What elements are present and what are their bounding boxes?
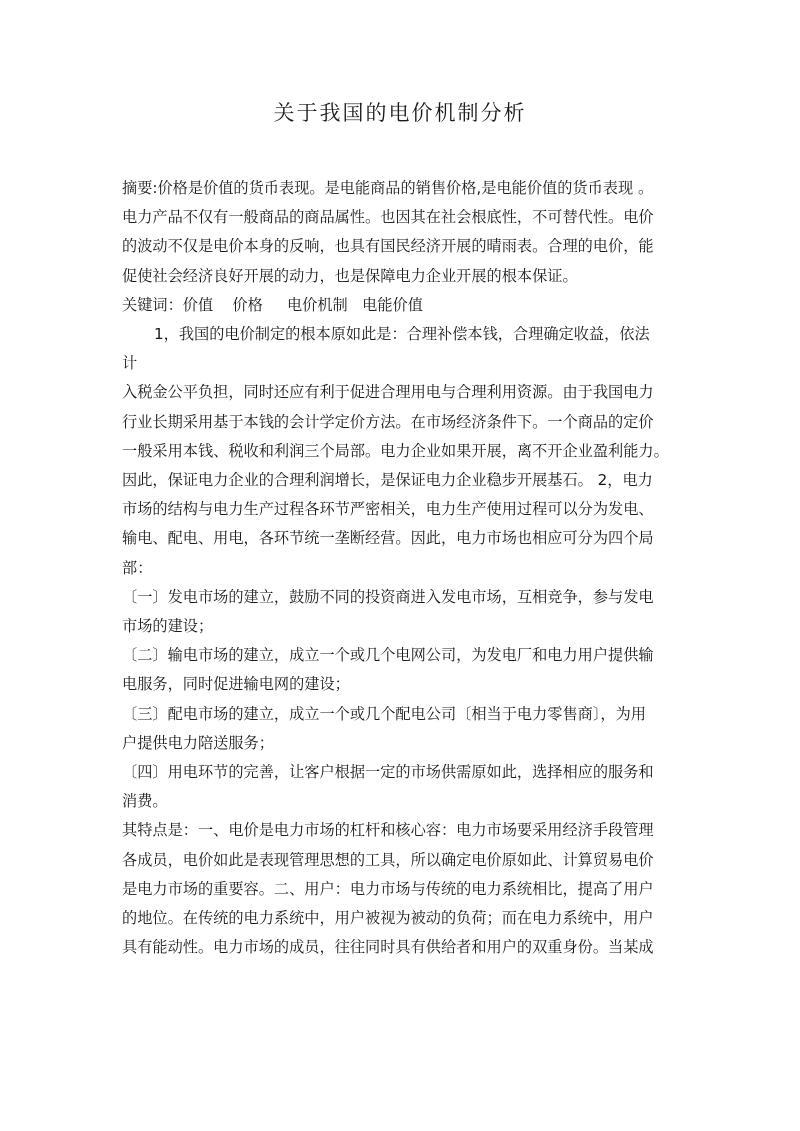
body-line: 入税金公平负担，同时还应有利于促进合理用电与合理利用资源。由于我国电力 <box>122 383 654 402</box>
body-line: 具有能动性。电力市场的成员，往往同时具有供给者和用户的双重身份。当某成 <box>122 938 654 957</box>
list-item: 〔一〕发电市场的建立，鼓励不同的投资商进入发电市场，互相竞争，参与发电 <box>122 587 654 606</box>
body-line: 促使社会经济良好开展的动力，也是保障电力企业开展的根本保证。 <box>122 266 578 285</box>
body-line: 计 <box>122 354 138 373</box>
body-line: 输电、配电、用电，各环节统一垄断经营。因此，电力市场也相应可分为四个局 <box>122 529 654 548</box>
document-title: 关于我国的电价机制分析 <box>273 101 527 125</box>
body-line: 的地位。在传统的电力系统中，用户被视为被动的负荷；而在电力系统中，用户 <box>122 909 654 928</box>
body-line: 行业长期采用基于本钱的会计学定价方法。在市场经济条件下。一个商品的定价 <box>122 412 654 431</box>
body-line: 消费。 <box>122 792 168 811</box>
body-line: 摘要:价格是价值的货币表现。是电能商品的销售价格,是电能价值的货币表现 。 <box>122 179 654 197</box>
body-line: 一般采用本钱、税收和利润三个局部。电力企业如果开展，离不开企业盈利能力。 <box>122 441 669 460</box>
body-line: 户提供电力陪送服务； <box>122 733 274 752</box>
list-item: 〔三〕配电市场的建立，成立一个或几个配电公司〔相当于电力零售商〕，为用 <box>122 704 646 723</box>
body-line: 的波动不仅是电价本身的反响，也具有国民经济开展的晴雨表。合理的电价，能 <box>122 237 654 256</box>
body-line: 市场的建设； <box>122 617 214 636</box>
body-line: 因此，保证电力企业的合理利润增长，是保证电力企业稳步开展基石。 2，电力 <box>122 471 653 490</box>
body-line: 部： <box>122 558 153 577</box>
body-line: 电服务，同时促进输电网的建设； <box>122 675 350 694</box>
body-line: 是电力市场的重要容。二、用户：电力市场与传统的电力系统相比，提高了用户 <box>122 879 654 898</box>
document-body <box>122 174 688 962</box>
keywords-line: 关键词：价值 价格 电价机制 电能价值 <box>122 295 423 314</box>
body-line: 电力产品不仅有一般商品的商品属性。也因其在社会根底性，不可替代性。电价 <box>122 208 654 227</box>
body-line: 其特点是：一、电价是电力市场的杠杆和核心容：电力市场要采用经济手段管理 <box>122 821 654 840</box>
body-line: 1，我国的电价制定的根本原如此是：合理补偿本钱，合理确定收益，依法 <box>154 325 650 344</box>
body-line: 市场的结构与电力生产过程各环节严密相关，电力生产使用过程可以分为发电、 <box>122 500 654 519</box>
list-item: 〔二〕输电市场的建立，成立一个或几个电网公司，为发电厂和电力用户提供输 <box>122 646 654 665</box>
list-item: 〔四〕用电环节的完善，让客户根据一定的市场供需原如此，选择相应的服务和 <box>122 763 654 782</box>
body-line: 各成员，电价如此是表现管理思想的工具，所以确定电价原如此、计算贸易电价 <box>122 850 654 869</box>
